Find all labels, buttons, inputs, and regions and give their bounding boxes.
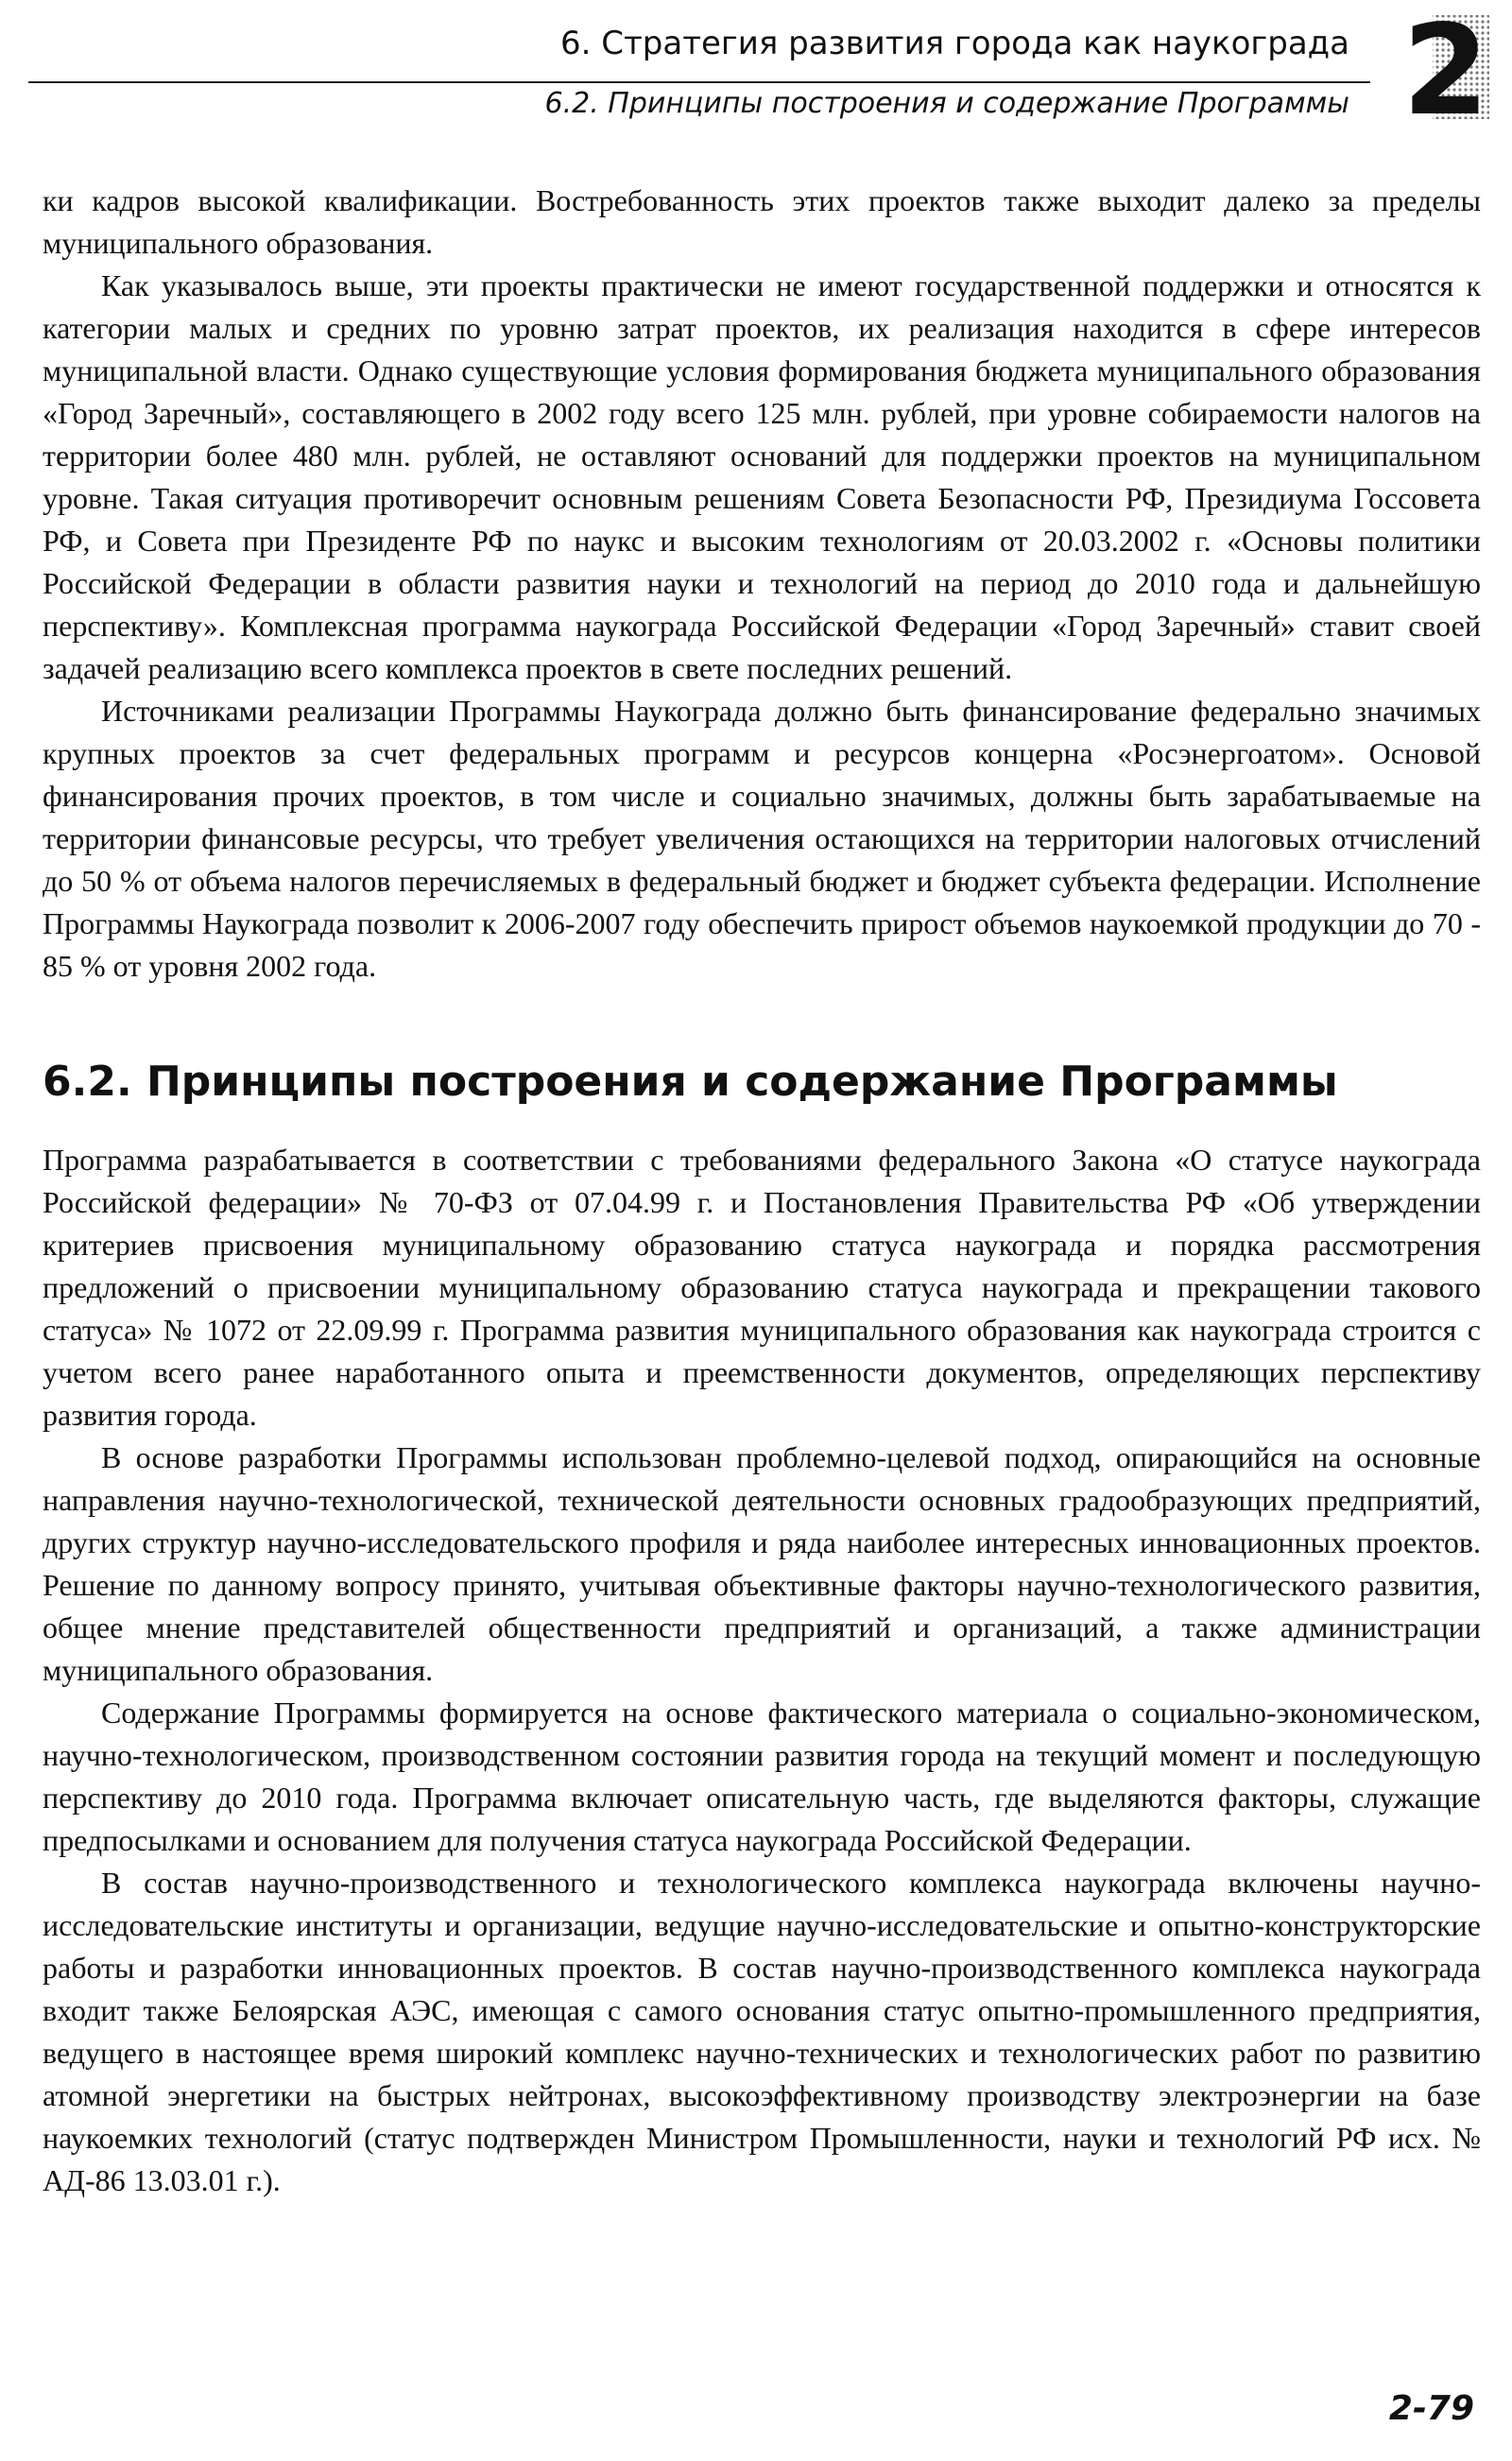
- paragraph: В состав научно-производственного и технологического комплекса наукограда включены научно-исследовательские институты и организации, ведущие научно-исследовательские и опытно-конструкторские работы и разработки инновационных проектов. В состав научно-производственного комплекса наукограда входит также Белоярская АЭС, имеющая с самого основания статус опытно-промышленного предприятия, ведущего в настоящее время широкий комплекс научно-технических и технологических работ по развитию атомной энергетики на быстрых нейтронах, высокоэффективному производству электроэнергии на базе наукоемких технологий (статус подтвержден Министром Промышленности, науки и технологий РФ исх. № АД-86 13.03.01 г.).: [43, 1866, 1481, 2197]
- header-rule: [28, 81, 1370, 83]
- paragraph: Источниками реализации Программы Наукограда должно быть финансирование федерально значимых крупных проектов за счет федеральных программ и ресурсов концерна «Росэнергоатом». Основой финансирования прочих проектов, в том числе и социально значимых, должны быть зарабатываемые на территории финансовые ресурсы, что требует увеличения остающихся на территории налоговых отчислений до 50 % от объема налогов перечисляемых в федеральный бюджет и бюджет субъекта федерации. Исполнение Программы Наукограда позволит к 2006-2007 году обеспечить прирост объемов наукоемкой продукции до 70 - 85 % от уровня 2002 года.: [43, 694, 1481, 983]
- page-number: 2-79: [1388, 2389, 1474, 2428]
- paragraph: Содержание Программы формируется на основе фактического материала о социально-экономическом, научно-технологическом, производственном состоянии развития города на текущий момент и последующую перспективу до 2010 года. Программа включает описательную часть, где выделяются факторы, служащие предпосылками и основанием для получения статуса наукограда Российской Федерации.: [43, 1695, 1481, 1857]
- chapter-title: 6. Стратегия развития города как наукограда: [559, 25, 1349, 62]
- paragraph: Как указывалось выше, эти проекты практически не имеют государственной поддержки и относятся к категории малых и средних по уровню затрат проектов, их реализация находится в сфере интересов муниципальной власти. Однако существующие условия формирования бюджета муниципального образования «Город Заречный», составляющего в 2002 году всего 125 млн. рублей, при уровне собираемости налогов на территории более 480 млн. рублей, не оставляют оснований для поддержки проектов на муниципальном уровне. Такая ситуация противоречит основным решениям Совета Безопасности РФ, Президиума Госсовета РФ, и Совета при Президенте РФ по наукс и высоким технологиям от 20.03.2002 г. «Основы политики Российской Федерации в области развития науки и технологий на период до 2010 года и дальнейшую перспективу». Комплексная программа наукограда Российской Федерации «Город Заречный» ставит своей задачей реализацию всего комплекса проектов в свете последних решений.: [43, 268, 1481, 685]
- paragraph-continuation: ки кадров высокой квалификации. Востребованность этих проектов также выходит далеко за пределы муниципального образования.: [43, 183, 1481, 260]
- paragraph: Программа разрабатывается в соответствии с требованиями федерального Закона «О статусе наукограда Российской федерации» № 70-ФЗ от 07.04.99 г. и Постановления Правительства РФ «Об утверждении критериев присвоения муниципальному образованию статуса наукограда и порядка рассмотрения предложений о присвоении муниципальному образованию статуса наукограда и прекращении такового статуса» № 1072 от 22.09.99 г. Программа развития муниципального образования как наукограда строится с учетом всего ранее наработанного опыта и преемственности документов, определяющих перспективу развития города.: [43, 1143, 1481, 1432]
- chapter-badge-digit: 2: [1402, 8, 1489, 130]
- paragraph: В основе разработки Программы использован проблемно-целевой подход, опирающийся на основные направления научно-технологической, технической деятельности основных градообразующих предприятий, других структур научно-исследовательского профиля и ряда наиболее интересных инновационных проектов. Решение по данному вопросу принято, учитывая объективные факторы научно-технологического развития, общее мнение представителей общественности предприятий и организаций, а также администрации муниципального образования.: [43, 1440, 1481, 1687]
- section-title: 6.2. Принципы построения и содержание Программы: [544, 87, 1349, 120]
- page-content: [43, 180, 1481, 2202]
- section-heading: 6.2. Принципы построения и содержание Программы: [43, 1058, 1338, 1106]
- running-header: [0, 0, 1512, 142]
- chapter-number-badge: [1366, 8, 1491, 130]
